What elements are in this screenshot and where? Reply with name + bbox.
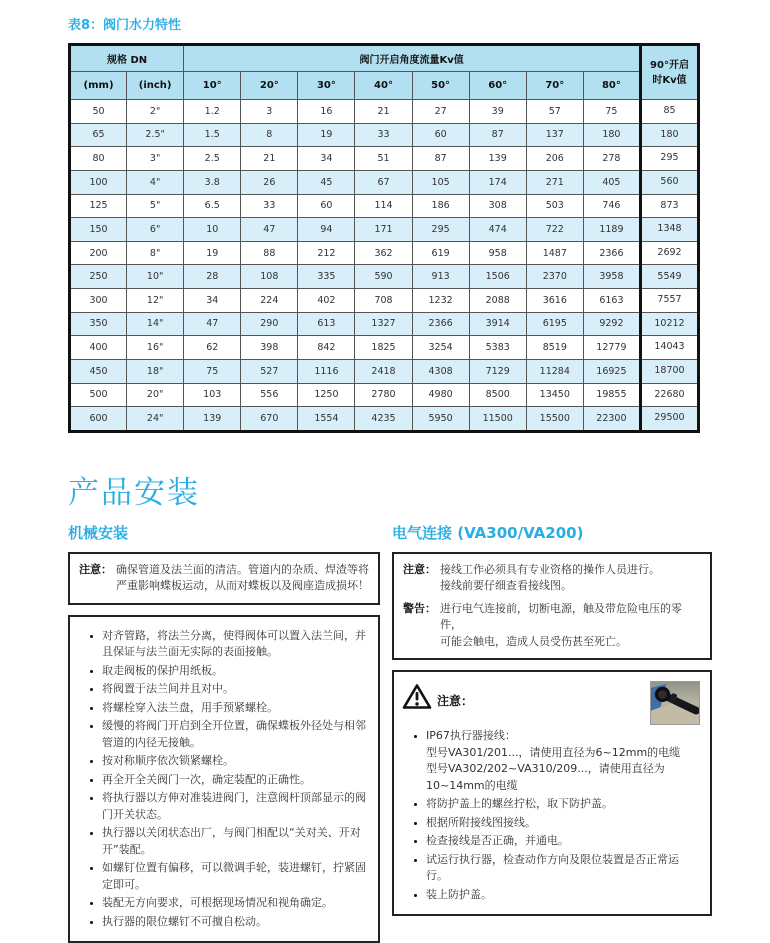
table-cell: 13450	[526, 383, 583, 407]
table-cell: 26	[241, 170, 298, 194]
notice-text: 进行电气连接前，切断电源，触及带危险电压的零件， 可能会触电，造成人员受伤甚至死亡。	[440, 601, 682, 648]
kv-table-body	[70, 100, 699, 432]
table-cell: 619	[412, 241, 469, 265]
table-cell: 45	[298, 170, 355, 194]
section-heading: 产品安装	[68, 474, 200, 511]
table-cell: 2780	[355, 383, 412, 407]
warn-head-left	[402, 681, 473, 710]
table-cell: 94	[298, 218, 355, 242]
table-cell: 10	[184, 218, 241, 242]
electrical-step-item: • 将防护盖上的螺丝拧松，取下防护盖。	[426, 796, 700, 813]
table-cell: 150	[70, 218, 127, 242]
table-cell: 350	[70, 312, 127, 336]
table-cell: 6"	[127, 218, 184, 242]
table-cell: 65	[70, 123, 127, 147]
table-cell: 3958	[583, 265, 640, 289]
electrical-step-item: • 根据所附接线图接线。	[426, 815, 700, 832]
electrical-step-item: • IP67执行器接线： 型号VA301/201...，请使用直径为6~12mm的电缆 型号VA302/202~VA310/209...，请使用直径为10~14mm的电缆	[426, 728, 700, 794]
table-cell: 400	[70, 336, 127, 360]
table-cell: 873	[641, 194, 699, 218]
table-cell: 7557	[641, 289, 699, 313]
table-cell: 1250	[298, 383, 355, 407]
mechanical-step-item: • 装配无方向要求，可根据现场情况和视角确定。	[102, 895, 368, 912]
table-cell: 503	[526, 194, 583, 218]
table-cell: 62	[184, 336, 241, 360]
notice-label: 注意：	[79, 562, 112, 576]
table-cell: 3"	[127, 147, 184, 171]
table-cell: 527	[241, 359, 298, 383]
cable-gland-photo	[650, 681, 700, 725]
table-cell: 722	[526, 218, 583, 242]
table-cell: 2.5"	[127, 123, 184, 147]
table-cell: 1189	[583, 218, 640, 242]
table-cell: 600	[70, 407, 127, 432]
table-cell: 2418	[355, 359, 412, 383]
notice-text: 确保管道及法兰面的清洁。管道内的杂质、焊渣等将严重影响蝶板运动，从而对蝶板以及阀座造成损坏！	[116, 562, 369, 593]
table-cell: 362	[355, 241, 412, 265]
table-cell: 1232	[412, 289, 469, 313]
table-cell: 708	[355, 289, 412, 313]
table-cell: 12779	[583, 336, 640, 360]
table-cell: 8"	[127, 241, 184, 265]
table-cell: 2.5	[184, 147, 241, 171]
header-sub-cell: 60°	[469, 72, 526, 100]
table-cell: 15500	[526, 407, 583, 432]
table-row	[70, 170, 699, 194]
table-cell: 405	[583, 170, 640, 194]
table-cell: 1487	[526, 241, 583, 265]
table-cell: 171	[355, 218, 412, 242]
mechanical-step-item: • 将螺栓穿入法兰盘，用手预紧螺栓。	[102, 700, 368, 717]
table-cell: 19855	[583, 383, 640, 407]
table-cell: 278	[583, 147, 640, 171]
table-cell: 8	[241, 123, 298, 147]
table-cell: 4308	[412, 359, 469, 383]
table-cell: 75	[583, 100, 640, 124]
table-cell: 33	[355, 123, 412, 147]
table-cell: 398	[241, 336, 298, 360]
table-cell: 1348	[641, 218, 699, 242]
table-cell: 47	[184, 312, 241, 336]
table-cell: 6163	[583, 289, 640, 313]
mechanical-step-item: • 执行器以关闭状态出厂，与阀门相配以“关对关、开对开”装配。	[102, 825, 368, 858]
table-cell: 87	[469, 123, 526, 147]
table-cell: 125	[70, 194, 127, 218]
table-cell: 2088	[469, 289, 526, 313]
electrical-step-item: • 检查接线是否正确，并通电。	[426, 833, 700, 850]
mechanical-step-item: • 取走阀板的保护用纸板。	[102, 663, 368, 680]
table-cell: 22300	[583, 407, 640, 432]
install-columns	[68, 522, 712, 943]
table-cell: 50	[70, 100, 127, 124]
mechanical-install-column	[68, 522, 380, 943]
mechanical-step-item: • 如螺钉位置有偏移，可以微调手轮，装进螺钉，拧紧固定即可。	[102, 860, 368, 893]
electrical-step-item: • 试运行执行器，检查动作方向及限位装置是否正常运行。	[426, 852, 700, 885]
table-cell: 450	[70, 359, 127, 383]
table-cell: 34	[298, 147, 355, 171]
table-row	[70, 218, 699, 242]
table-cell: 556	[241, 383, 298, 407]
table-cell: 88	[241, 241, 298, 265]
table-cell: 290	[241, 312, 298, 336]
table-cell: 1.2	[184, 100, 241, 124]
table-cell: 34	[184, 289, 241, 313]
table-cell: 958	[469, 241, 526, 265]
table-cell: 80	[70, 147, 127, 171]
header-sub-cell: (inch)	[127, 72, 184, 100]
table-cell: 87	[412, 147, 469, 171]
table-cell: 1.5	[184, 123, 241, 147]
table-cell: 10212	[641, 312, 699, 336]
table-row	[70, 359, 699, 383]
table-cell: 139	[469, 147, 526, 171]
electrical-note-box	[392, 552, 712, 661]
mechanical-note-box	[68, 552, 380, 605]
table-cell: 500	[70, 383, 127, 407]
table-cell: 19	[184, 241, 241, 265]
header-sub-cell: 30°	[298, 72, 355, 100]
table-cell: 4980	[412, 383, 469, 407]
table-cell: 5383	[469, 336, 526, 360]
table-cell: 67	[355, 170, 412, 194]
table-cell: 16925	[583, 359, 640, 383]
table-cell: 60	[412, 123, 469, 147]
header-sub-cell: (mm)	[70, 72, 127, 100]
table-cell: 29500	[641, 407, 699, 432]
table-cell: 1327	[355, 312, 412, 336]
table-cell: 2"	[127, 100, 184, 124]
table-cell: 14043	[641, 336, 699, 360]
table-cell: 12"	[127, 289, 184, 313]
table-cell: 18"	[127, 359, 184, 383]
notice-row	[403, 562, 701, 595]
mechanical-step-item: • 再全开全关阀门一次，确定装配的正确性。	[102, 772, 368, 789]
table-cell: 6195	[526, 312, 583, 336]
header-sub-cell: 70°	[526, 72, 583, 100]
table-cell: 8500	[469, 383, 526, 407]
table-cell: 21	[241, 147, 298, 171]
table-cell: 746	[583, 194, 640, 218]
table-cell: 137	[526, 123, 583, 147]
electrical-step-item: • 装上防护盖。	[426, 887, 700, 904]
table-cell: 1506	[469, 265, 526, 289]
header-sub-cell: 10°	[184, 72, 241, 100]
table-cell: 11500	[469, 407, 526, 432]
notice-row	[79, 562, 369, 595]
table-cell: 14"	[127, 312, 184, 336]
table-cell: 16	[298, 100, 355, 124]
table-cell: 100	[70, 170, 127, 194]
table-cell: 212	[298, 241, 355, 265]
table-row	[70, 147, 699, 171]
mechanical-install-heading: 机械安装	[68, 523, 129, 542]
table-cell: 842	[298, 336, 355, 360]
table-cell: 2370	[526, 265, 583, 289]
table-cell: 6.5	[184, 194, 241, 218]
notice-text: 接线工作必须具有专业资格的操作人员进行。 接线前要仔细查看接线图。	[440, 562, 660, 593]
table-cell: 590	[355, 265, 412, 289]
table-cell: 21	[355, 100, 412, 124]
table-row	[70, 312, 699, 336]
kv-table-header	[70, 45, 699, 100]
table-cell: 206	[526, 147, 583, 171]
header-kv-group: 阀门开启角度流量Kv值	[184, 45, 641, 72]
table-cell: 3	[241, 100, 298, 124]
table-title: 表8：阀门水力特性	[68, 18, 182, 33]
table-cell: 295	[641, 147, 699, 171]
table-cell: 20"	[127, 383, 184, 407]
table-cell: 19	[298, 123, 355, 147]
table-cell: 8519	[526, 336, 583, 360]
table-cell: 200	[70, 241, 127, 265]
mechanical-steps-box	[68, 615, 380, 943]
header-sub-cell: 80°	[583, 72, 640, 100]
table-cell: 57	[526, 100, 583, 124]
table-cell: 402	[298, 289, 355, 313]
notice-label: 警告：	[403, 601, 436, 615]
table-cell: 2692	[641, 241, 699, 265]
table-cell: 10"	[127, 265, 184, 289]
header-spec-dn: 规格 DN	[70, 45, 184, 72]
table-row	[70, 241, 699, 265]
table-cell: 4"	[127, 170, 184, 194]
table-cell: 1825	[355, 336, 412, 360]
table-cell: 670	[241, 407, 298, 432]
table-cell: 300	[70, 289, 127, 313]
table-cell: 3.8	[184, 170, 241, 194]
table-cell: 75	[184, 359, 241, 383]
notice-row	[403, 601, 701, 651]
table-cell: 108	[241, 265, 298, 289]
table-cell: 224	[241, 289, 298, 313]
table-cell: 114	[355, 194, 412, 218]
mechanical-step-item: • 对齐管路，将法兰分离，使得阀体可以置入法兰间，并且保证与法兰面无实际的表面接触。	[102, 628, 368, 661]
table-cell: 60	[298, 194, 355, 218]
table-cell: 4235	[355, 407, 412, 432]
table-cell: 139	[184, 407, 241, 432]
table-cell: 33	[241, 194, 298, 218]
header-sub-cell: 50°	[412, 72, 469, 100]
table-cell: 174	[469, 170, 526, 194]
table-cell: 24"	[127, 407, 184, 432]
table-cell: 28	[184, 265, 241, 289]
table-cell: 271	[526, 170, 583, 194]
electrical-install-heading: 电气连接 (VA300/VA200)	[392, 523, 584, 542]
table-cell: 3254	[412, 336, 469, 360]
table-row	[70, 383, 699, 407]
header-kv90: 90°开启 时Kv值	[641, 45, 699, 100]
mechanical-step-item: • 将执行器以方伸对准装进阀门，注意阀杆顶部显示的阀门开关状态。	[102, 790, 368, 823]
header-sub-cell: 40°	[355, 72, 412, 100]
electrical-install-column	[392, 522, 712, 943]
table-cell: 335	[298, 265, 355, 289]
table-cell: 180	[583, 123, 640, 147]
table-cell: 186	[412, 194, 469, 218]
table-cell: 18700	[641, 359, 699, 383]
table-cell: 913	[412, 265, 469, 289]
table-cell: 85	[641, 100, 699, 124]
table-cell: 308	[469, 194, 526, 218]
table-cell: 51	[355, 147, 412, 171]
table-cell: 3616	[526, 289, 583, 313]
table-cell: 474	[469, 218, 526, 242]
table-row	[70, 289, 699, 313]
warning-triangle-icon	[402, 683, 432, 710]
table-cell: 5549	[641, 265, 699, 289]
table-cell: 1116	[298, 359, 355, 383]
table-row	[70, 194, 699, 218]
table-cell: 250	[70, 265, 127, 289]
mechanical-step-item: • 执行器的限位螺钉不可擅自松动。	[102, 914, 368, 931]
table-cell: 47	[241, 218, 298, 242]
warn-label: 注意：	[437, 694, 474, 709]
table-cell: 2366	[583, 241, 640, 265]
kv-table	[68, 43, 700, 433]
table-cell: 613	[298, 312, 355, 336]
table-cell: 105	[412, 170, 469, 194]
table-row	[70, 407, 699, 432]
table-row	[70, 100, 699, 124]
notice-label: 注意：	[403, 562, 436, 576]
table-cell: 22680	[641, 383, 699, 407]
table-cell: 180	[641, 123, 699, 147]
table-cell: 560	[641, 170, 699, 194]
table-cell: 103	[184, 383, 241, 407]
header-sub-cell: 20°	[241, 72, 298, 100]
table-cell: 7129	[469, 359, 526, 383]
table-cell: 5"	[127, 194, 184, 218]
table-row	[70, 123, 699, 147]
table-cell: 5950	[412, 407, 469, 432]
warn-head	[402, 681, 700, 725]
mechanical-step-item: • 按对称顺序依次锁紧螺栓。	[102, 753, 368, 770]
table-row	[70, 336, 699, 360]
table-cell: 3914	[469, 312, 526, 336]
table-row	[70, 265, 699, 289]
table-cell: 9292	[583, 312, 640, 336]
table-cell: 39	[469, 100, 526, 124]
table-cell: 11284	[526, 359, 583, 383]
electrical-steps-box	[392, 670, 712, 916]
table-cell: 27	[412, 100, 469, 124]
table-cell: 1554	[298, 407, 355, 432]
table-cell: 16"	[127, 336, 184, 360]
mechanical-step-item: • 缓慢的将阀门开启到全开位置，确保蝶板外径处与相邻管道的内径无接触。	[102, 718, 368, 751]
table-cell: 295	[412, 218, 469, 242]
table-cell: 2366	[412, 312, 469, 336]
mechanical-step-item: • 将阀置于法兰间并且对中。	[102, 681, 368, 698]
